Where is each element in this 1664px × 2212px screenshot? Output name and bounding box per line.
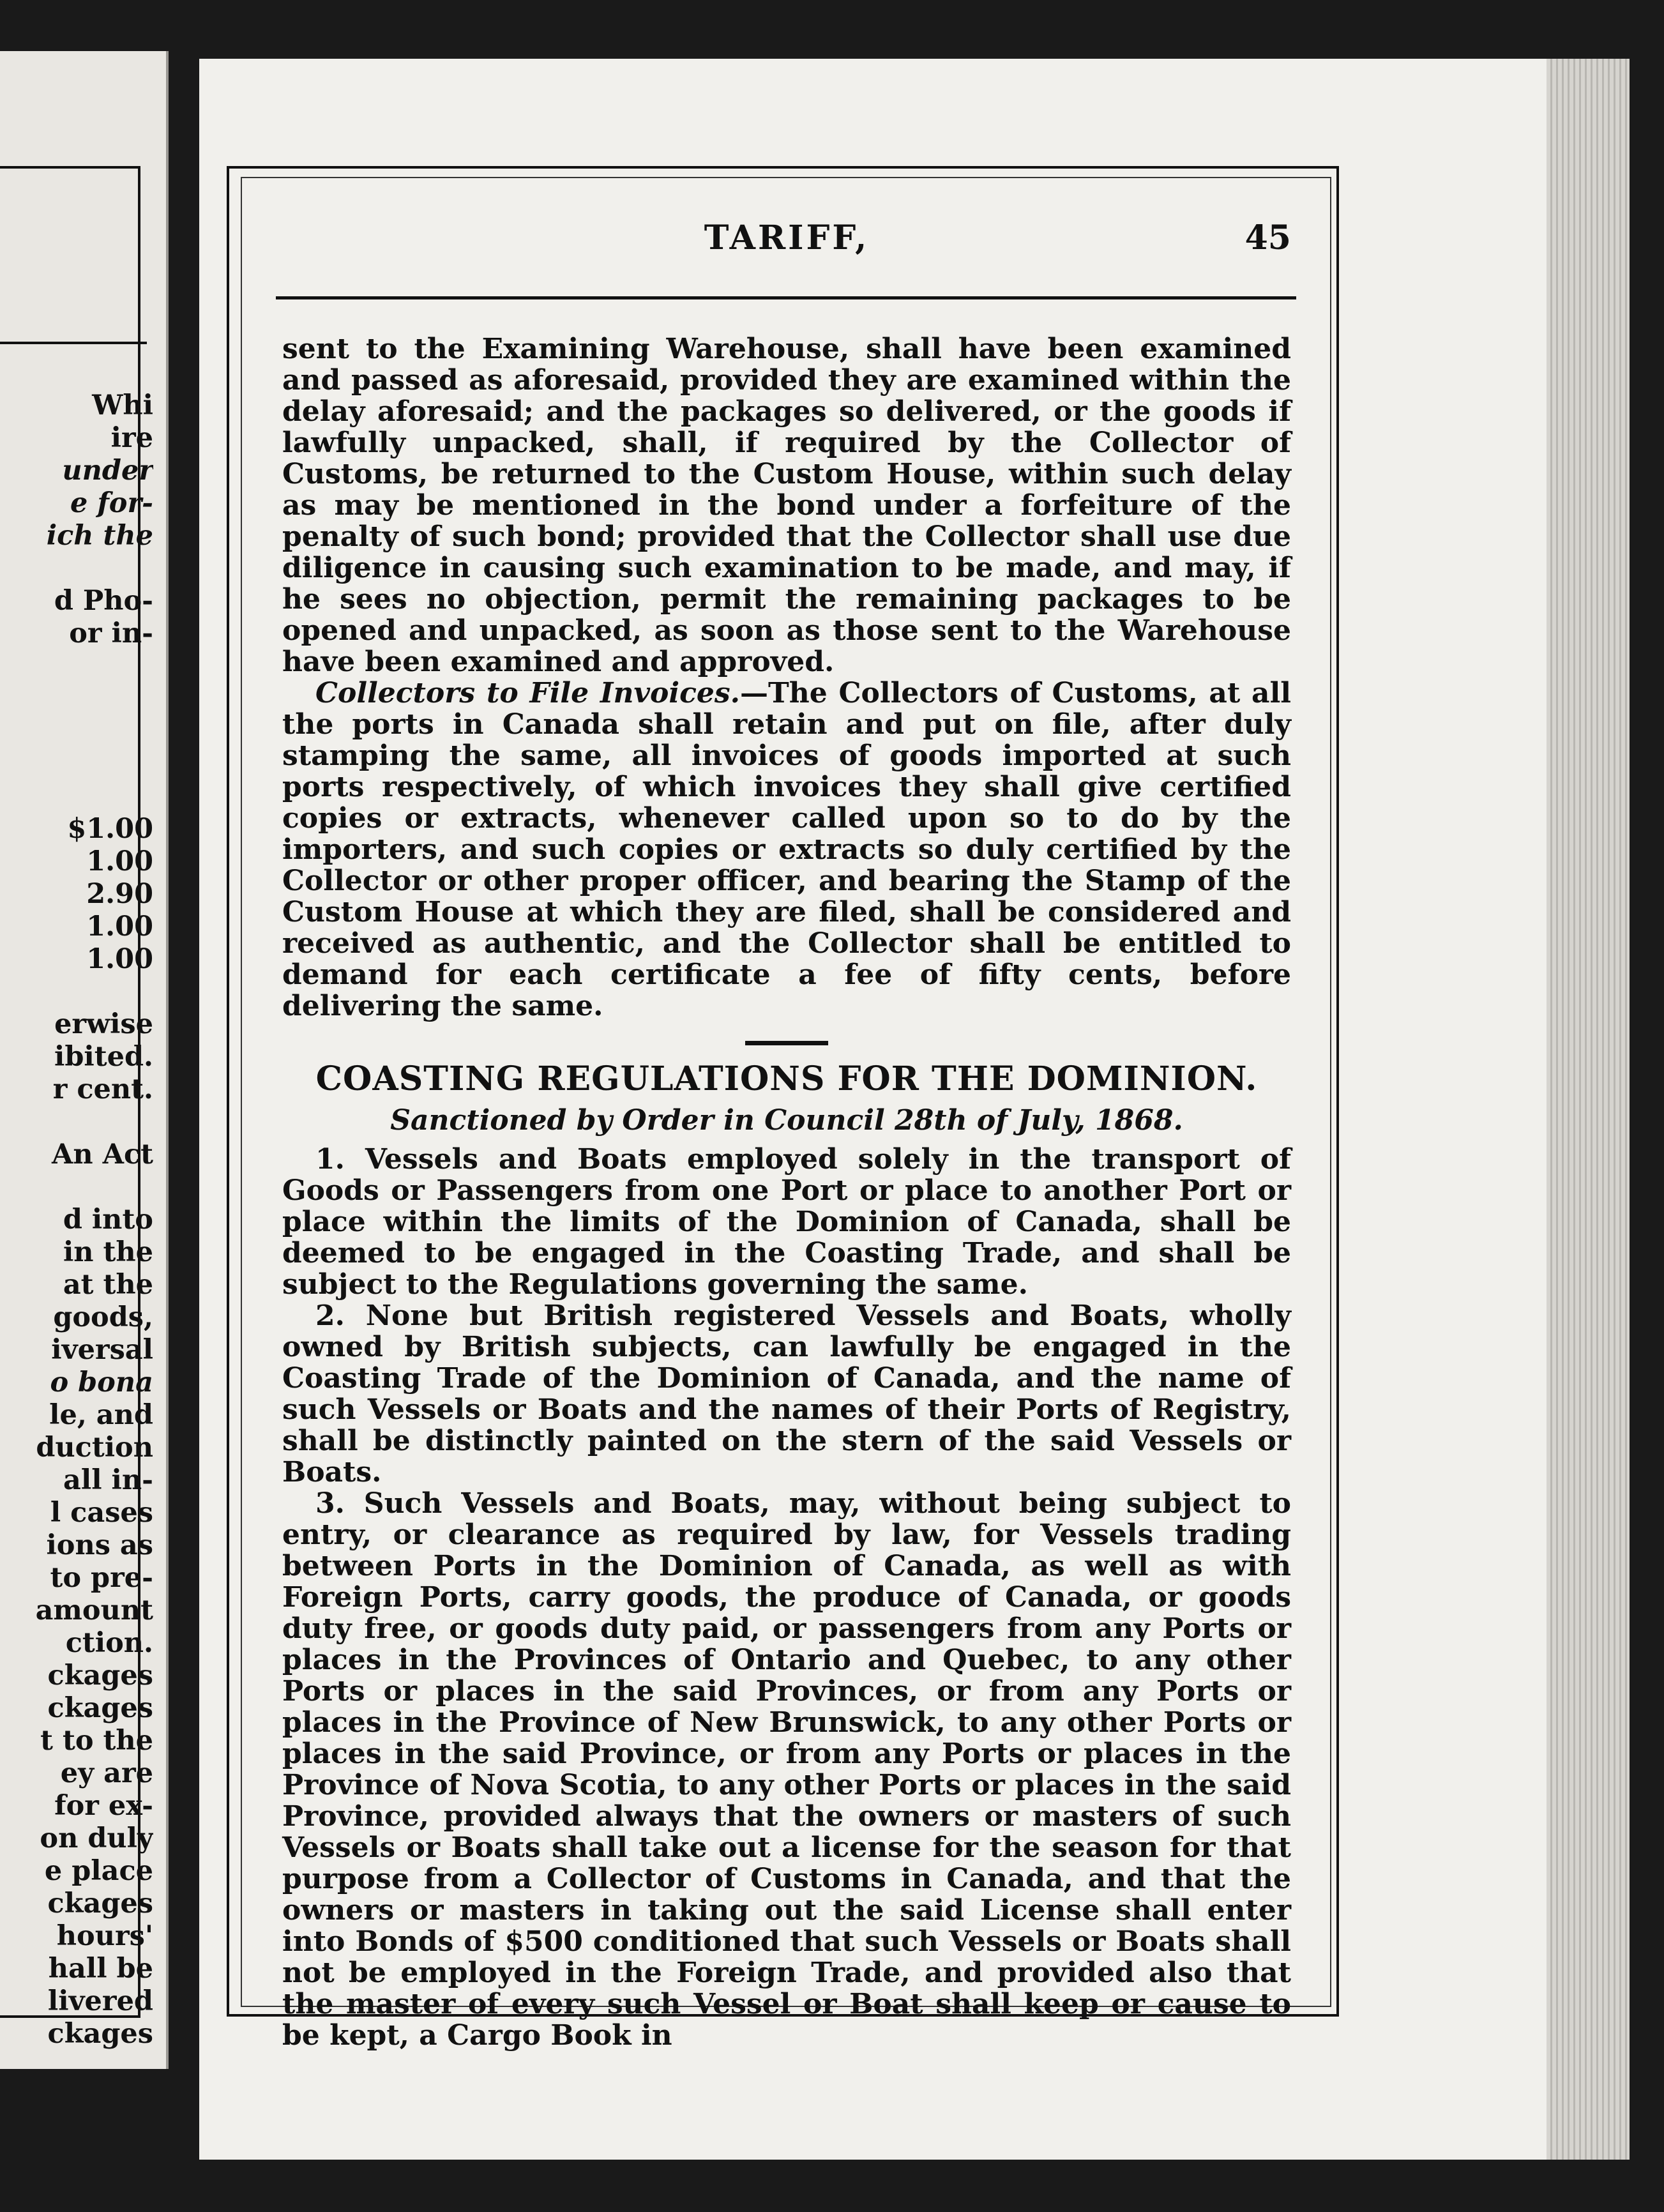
header-rule bbox=[276, 296, 1296, 299]
facing-page-line bbox=[0, 683, 153, 715]
page-edges bbox=[1547, 59, 1630, 2160]
facing-page-line: hours' bbox=[56, 1920, 153, 1952]
facing-page-line: hall be bbox=[48, 1953, 153, 1985]
facing-page-line: all in- bbox=[63, 1464, 153, 1496]
facing-page-line: $1.00 bbox=[67, 813, 153, 845]
facing-page-line: duction bbox=[36, 1432, 153, 1464]
collectors-text: —The Collectors of Customs, at all the ports in Canada shall retain and put on file, after duly stamping the same, all invoices of goods imported at such ports respectively, of which invoices they shall give certified copies or extracts, whenever called upon so to do by the importers, and such copies or extracts so duly certified by the Collector or other proper officer, and bearing the Stamp of the Custom House at which they are filed, shall be considered and received as authentic, and the Collector shall be entitled to demand for each certificate a fee of fifty cents, before delivering the same. bbox=[282, 677, 1291, 1022]
facing-page-line: 2.90 bbox=[86, 878, 153, 910]
facing-page-line: le, and bbox=[49, 1399, 153, 1431]
facing-page-line bbox=[0, 1171, 153, 1204]
section-divider bbox=[745, 1041, 828, 1045]
facing-page-line bbox=[0, 748, 153, 780]
facing-page-line bbox=[0, 780, 153, 813]
facing-page-line: An Act bbox=[51, 1139, 153, 1170]
facing-page-line: l cases bbox=[50, 1497, 153, 1529]
running-title: TARIFF, bbox=[704, 218, 870, 257]
facing-page-line: ction. bbox=[65, 1627, 153, 1659]
facing-page-line: at the bbox=[63, 1269, 153, 1301]
facing-page-line bbox=[0, 650, 153, 683]
facing-page-line: under bbox=[62, 455, 153, 487]
rule-1: 1. Vessels and Boats employed solely in the transport of Goods or Passengers from one Port or place to another Port or place within the limits of the Dominion of Canada, shall be deemed to be engaged in the Coasting Trade, and shall be subject to the Regulations governing the same. bbox=[282, 1143, 1291, 1301]
facing-page-line: o bona bbox=[50, 1367, 153, 1398]
collectors-heading: Collectors to File Invoices. bbox=[315, 677, 740, 709]
facing-page-line: e place bbox=[44, 1855, 153, 1887]
facing-page-line: 1.00 bbox=[86, 911, 153, 943]
facing-page-line: 1.00 bbox=[86, 845, 153, 877]
facing-page-line: r cent. bbox=[52, 1073, 153, 1105]
rule-2: 2. None but British registered Vessels and Boats, wholly owned by British subjects, can lawfully be engaged in the Coasting Trade of the Dominion of Canada, and the name of such Vessels or Boats and the names of their Ports of Registry, shall be distinctly painted on the stern of the said Vessels or Boats. bbox=[282, 1299, 1291, 1489]
facing-page-line bbox=[0, 976, 153, 1008]
continuation-paragraph: sent to the Examining Warehouse, shall have been examined and passed as aforesaid, provided they are examined within the delay aforesaid; and the packages so delivered, or the goods if lawfully unpacked, shall, if required by the Collector of Customs, be returned to the Custom House, within such delay as may be mentioned in the bond under a forfeiture of the penalty of such bond; provided that the Collector shall use due diligence in causing such examination to be made, and may, if he sees no objection, permit the remaining packages to be opened and unpacked, as soon as those sent to the Warehouse have been examined and approved. bbox=[282, 333, 1291, 678]
facing-page-line: ions as bbox=[46, 1529, 153, 1561]
facing-page-line: ckages bbox=[47, 1660, 153, 1692]
facing-page-line: livered bbox=[47, 1985, 153, 2017]
facing-page-line: ckages bbox=[47, 1692, 153, 1724]
facing-page-line: erwise bbox=[54, 1008, 153, 1040]
facing-page-line: ckages bbox=[47, 2018, 153, 2050]
page-body bbox=[282, 333, 1291, 2051]
facing-page-line: in the bbox=[63, 1236, 153, 1268]
collectors-paragraph bbox=[282, 678, 1291, 1022]
page-number: 45 bbox=[1244, 218, 1291, 257]
facing-page-line: 1.00 bbox=[86, 943, 153, 975]
facing-page-line: for ex- bbox=[54, 1790, 153, 1822]
running-head bbox=[282, 218, 1291, 276]
facing-page-line bbox=[0, 552, 153, 585]
facing-page-line bbox=[0, 1106, 153, 1139]
facing-page-fragment bbox=[0, 51, 169, 2069]
facing-page-line: ire bbox=[110, 422, 153, 454]
section-title: COASTING REGULATIONS FOR THE DOMINION. bbox=[315, 1059, 1258, 1098]
facing-page-line: ibited. bbox=[54, 1041, 153, 1073]
facing-page-line: goods, bbox=[53, 1301, 153, 1333]
facing-page-line: iversal bbox=[51, 1334, 153, 1366]
facing-page-line: or in- bbox=[69, 617, 153, 649]
facing-page-rule bbox=[0, 342, 147, 344]
facing-page-line: Whi bbox=[92, 390, 153, 421]
facing-page-line: ckages bbox=[47, 1888, 153, 1920]
facing-page-line: amount bbox=[35, 1595, 153, 1626]
book-page bbox=[199, 59, 1630, 2160]
facing-page-line: on duly bbox=[40, 1822, 153, 1854]
rule-3: 3. Such Vessels and Boats, may, without being subject to entry, or clearance as required by law, for Vessels trading between Ports in the Dominion of Canada, as well as with Foreign Ports, carry goods, the produce of Canada, or goods duty free, or goods duty paid, or passengers from any Ports or places in the Provinces of Ontario and Quebec, to any other Ports or places in the said Provinces, or from any Ports or places in the Province of New Brunswick, to any other Ports or places in the said Province, or from any Ports or places in the Province of Nova Scotia, to any other Ports or places in the said Province, provided always that the owners or masters of such Vessels or Boats shall take out a license for the season for that purpose from a Collector of Customs in Canada, and that the owners or masters in taking out the said License shall enter into Bonds of $500 conditioned that such Vessels or Boats shall not be employed in the Foreign Trade, and provided also that the master of every such Vessel or Boat shall keep or cause to be kept, a Cargo Book in bbox=[282, 1487, 1291, 2052]
facing-page-line: ey are bbox=[60, 1757, 153, 1789]
sanction-line: Sanctioned by Order in Council 28th of July, 1868. bbox=[390, 1104, 1183, 1137]
facing-page-line: ich the bbox=[46, 520, 153, 552]
facing-page-line: d Pho- bbox=[54, 585, 153, 617]
facing-page-line bbox=[0, 715, 153, 748]
facing-page-line: d into bbox=[63, 1204, 153, 1236]
facing-page-line: to pre- bbox=[50, 1562, 153, 1594]
facing-page-text bbox=[0, 390, 153, 2050]
facing-page-line: e for- bbox=[70, 487, 153, 519]
facing-page-line: t to the bbox=[40, 1725, 153, 1757]
